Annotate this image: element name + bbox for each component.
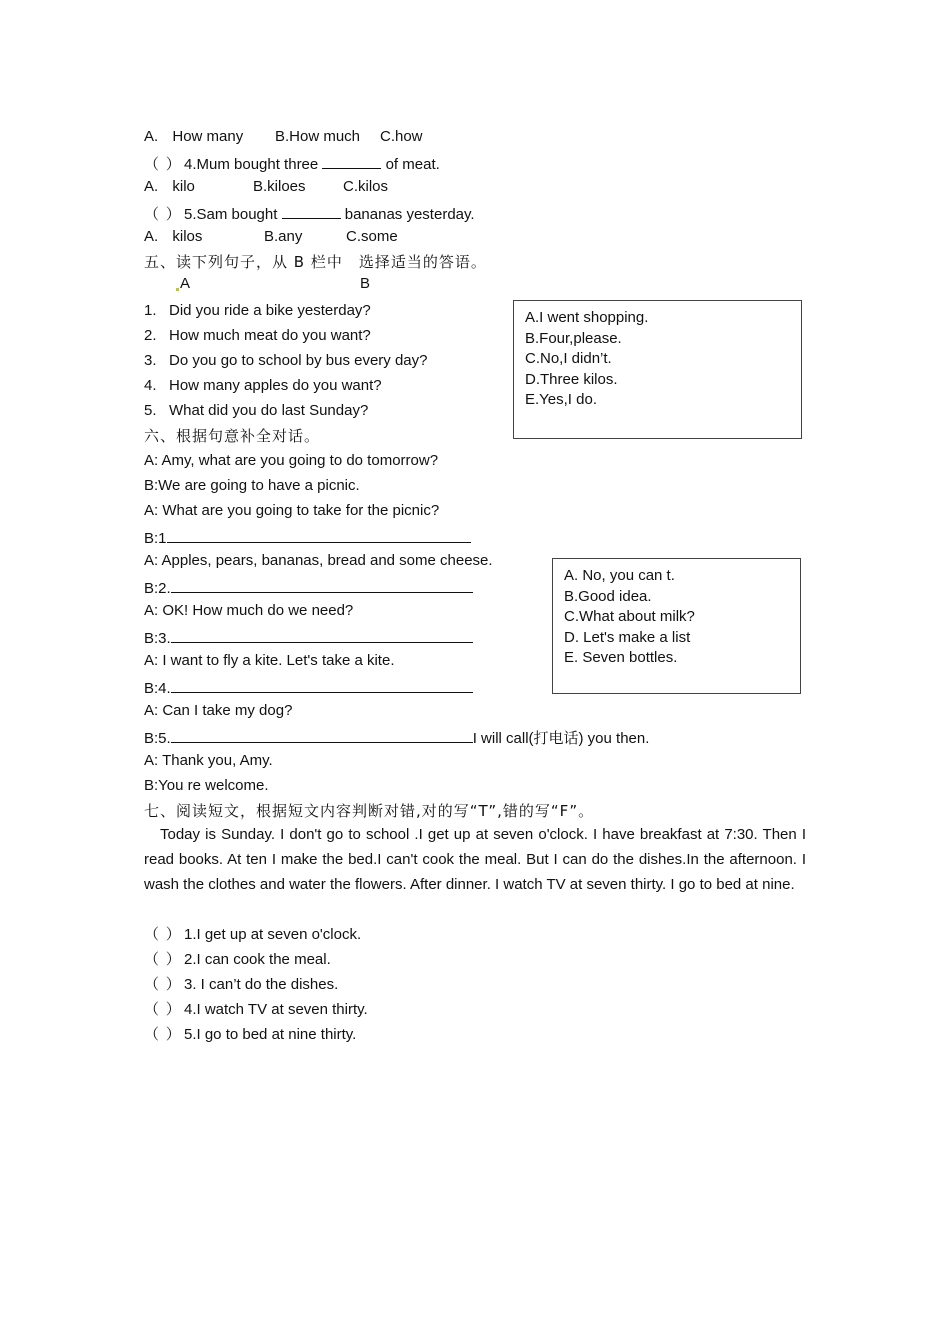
dialog-tail-text: I will call(打电话) you then. [472, 730, 650, 747]
option-a: How many [172, 128, 244, 145]
question-number: 2. [144, 327, 157, 344]
dialog-line-4 [144, 526, 471, 546]
option-b: B.How much [275, 128, 361, 145]
question-text: How much meat do you want? [169, 327, 371, 344]
tf-statement: 1.I get up at seven o'clock. [184, 926, 362, 943]
section5-title: 五、读下列句子，从 B 栏中 选择适当的答语。 [144, 253, 487, 271]
answer-paren[interactable]: （ ） [144, 1000, 182, 1018]
answer-paren[interactable]: （ ） [144, 950, 182, 968]
s5-answer-b: B.Four,please. [525, 329, 622, 347]
s5-question-2 [144, 326, 371, 346]
dialog-label: B:3. [144, 630, 171, 647]
q5-text-after: bananas yesterday. [340, 206, 475, 223]
option-b: B.any [264, 228, 303, 245]
column-b-label: B [360, 275, 371, 292]
dialog-line-1: A: Amy, what are you going to do tomorrow? [144, 452, 439, 469]
s5-answer-box [513, 300, 802, 439]
question-number: 5. [144, 402, 157, 419]
question-text: Did you ride a bike yesterday? [169, 302, 371, 319]
option-a: kilo [172, 178, 195, 195]
s5-question-4 [144, 376, 382, 396]
dialog-label: B:1 [144, 530, 167, 547]
dialog-line-14: B:You re welcome. [144, 777, 269, 794]
dialog-label: B:2. [144, 580, 171, 597]
tf-statement: 4.I watch TV at seven thirty. [184, 1001, 368, 1018]
q4-text-after: of meat. [381, 156, 440, 173]
s6-answer-a: A. No, you can t. [564, 567, 675, 584]
dialog-line-8 [144, 626, 473, 646]
question-number: 4. [144, 377, 157, 394]
dialog-line-11: A: Can I take my dog? [144, 702, 293, 719]
dialog-blank-1[interactable] [167, 526, 471, 543]
s6-answer-d: D. Let's make a list [564, 628, 691, 646]
tf-statement: 2.I can cook the meal. [184, 951, 331, 968]
s5-answer-d: D.Three kilos. [525, 370, 618, 388]
question-5 [144, 202, 475, 222]
question-text: What did you do last Sunday? [169, 402, 369, 419]
dialog-blank-3[interactable] [171, 626, 473, 643]
tf-statement: 3. I can’t do the dishes. [184, 976, 339, 993]
q4-text-before: 4.Mum bought three [184, 156, 323, 173]
option-b: B.kiloes [253, 178, 306, 195]
option-a: kilos [172, 228, 203, 245]
question-text: How many apples do you want? [169, 377, 382, 394]
answer-paren: （ ） [144, 155, 182, 173]
column-a-text: A [180, 275, 191, 292]
answer-paren[interactable]: （ ） [144, 975, 182, 993]
dialog-line-6 [144, 576, 473, 596]
dialog-line-2: B:We are going to have a picnic. [144, 477, 360, 494]
section7-title: 七、阅读短文，根据短文内容判断对错,对的写“T”,错的写“F”。 [144, 802, 595, 820]
s5-answer-c: C.No,I didn’t. [525, 350, 612, 367]
reading-passage: Today is Sunday. I don't go to school .I get up at seven o'clock. I have breakfast at 7:30. Then I read books. At ten I make the bed.I can't cook the meal. But I can do the dishes.In the afternoon. I wash the clothes and water the flowers. After dinner. I watch TV at seven thirty. I go to bed at nine. [144, 826, 806, 893]
s5-answer-e: E.Yes,I do. [525, 391, 597, 408]
option-a-letter: A. [144, 178, 159, 195]
s5-question-3 [144, 351, 428, 371]
q4-options [144, 177, 389, 197]
answer-paren[interactable]: （ ） [144, 925, 182, 943]
option-a-letter: A. [144, 228, 159, 245]
q3-options [144, 127, 423, 147]
s6-answer-box [552, 558, 801, 694]
dialog-line-12 [144, 726, 649, 746]
s5-question-5 [144, 401, 369, 421]
dialog-blank-2[interactable] [171, 576, 473, 593]
dialog-line-9: A: I want to fly a kite. Let's take a kite. [144, 652, 395, 669]
dialog-blank-5[interactable] [171, 726, 473, 743]
q5-text-before: 5.Sam bought [184, 206, 282, 223]
tf-item-1 [144, 924, 361, 944]
question-text: Do you go to school by bus every day? [169, 352, 428, 369]
question-number: 1. [144, 302, 157, 319]
dialog-line-5: A: Apples, pears, bananas, bread and some cheese. [144, 552, 493, 569]
option-c: C.kilos [343, 178, 389, 195]
dialog-line-3: A: What are you going to take for the picnic? [144, 502, 440, 519]
dialog-label: B:5. [144, 730, 171, 747]
s6-answer-c: C.What about milk? [564, 608, 695, 625]
s5-answer-a: A.I went shopping. [525, 309, 649, 326]
dialog-label: B:4. [144, 680, 171, 697]
column-a-label [175, 274, 190, 294]
mark-dot [176, 288, 179, 291]
q5-blank[interactable] [282, 202, 341, 219]
s6-answer-e: E. Seven bottles. [564, 649, 678, 666]
q5-options [144, 227, 398, 247]
dialog-line-10 [144, 676, 473, 696]
option-a-letter: A. [144, 128, 159, 145]
option-c: C.how [380, 128, 423, 145]
dialog-blank-4[interactable] [171, 676, 473, 693]
question-4 [144, 152, 440, 172]
answer-paren: （ ） [144, 205, 182, 223]
q4-blank[interactable] [322, 152, 381, 169]
option-c: C.some [346, 228, 398, 245]
tf-item-3 [144, 974, 338, 994]
answer-paren[interactable]: （ ） [144, 1025, 182, 1043]
tf-item-2 [144, 949, 331, 969]
tf-item-4 [144, 999, 368, 1019]
question-number: 3. [144, 352, 157, 369]
tf-statement: 5.I go to bed at nine thirty. [184, 1026, 357, 1043]
tf-item-5 [144, 1024, 356, 1044]
s6-answer-b: B.Good idea. [564, 587, 652, 605]
dialog-line-13: A: Thank you, Amy. [144, 752, 273, 769]
s5-question-1 [144, 301, 371, 321]
dialog-line-7: A: OK! How much do we need? [144, 602, 354, 619]
section6-title: 六、根据句意补全对话。 [144, 427, 321, 445]
